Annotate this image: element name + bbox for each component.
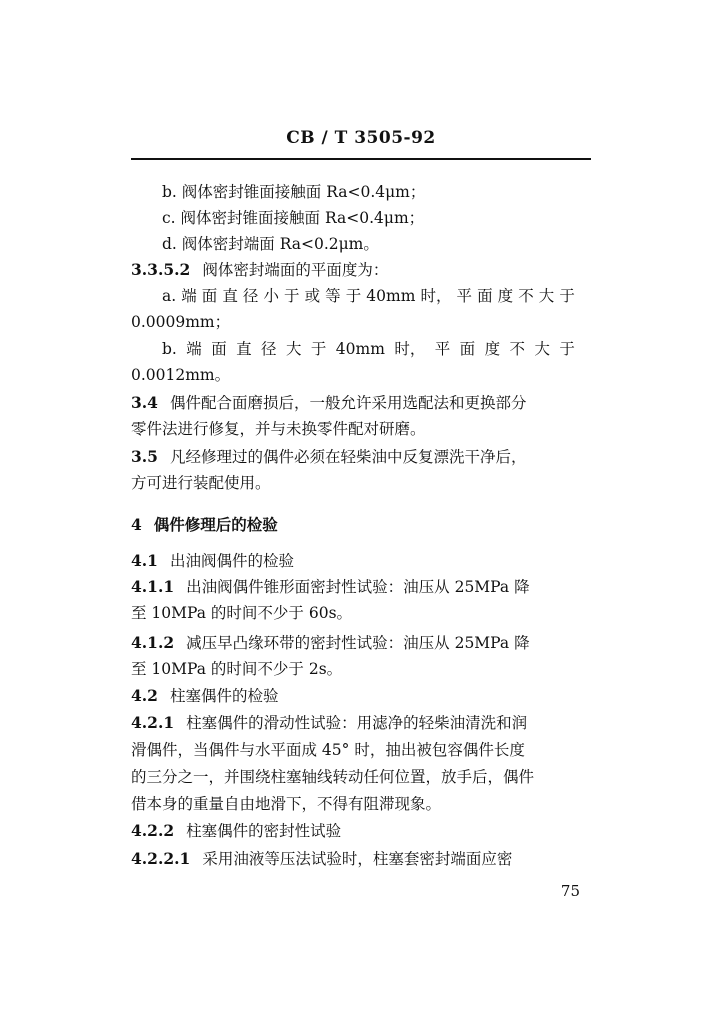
text-token: 于	[345, 287, 362, 305]
clause-text: 出油阀偶件的检验	[169, 552, 294, 570]
text-token: 或	[304, 287, 321, 305]
text-token: 面	[201, 287, 218, 305]
clause-text: 采用油液等压法试验时，柱塞套密封端面应密	[202, 850, 513, 868]
page-number: 75	[560, 882, 580, 900]
clause-text: 凡经修理过的偶件必须在轻柴油中反复漂洗干净后，	[169, 448, 527, 466]
section-title: 偶件修理后的检验	[153, 515, 278, 534]
text-token: 于	[559, 287, 575, 305]
clause-4-2-2	[0, 818, 725, 844]
text-token: 不	[509, 340, 526, 358]
text-line-a-flatness	[162, 283, 575, 309]
section-4-heading	[0, 512, 725, 538]
section-number: 4	[131, 515, 142, 534]
text-token: a.	[162, 287, 177, 305]
clause-number: 4.2.1	[131, 713, 175, 732]
clause-4-1-2	[0, 630, 725, 656]
clause-number: 4.2.2.1	[131, 849, 191, 868]
clause-text: 柱塞偶件的检验	[169, 687, 279, 705]
text-token: 时，	[394, 340, 426, 358]
clause-number: 3.4	[131, 393, 158, 412]
text-line-b-cone-roughness: b. 阀体密封锥面接触面 Ra<0.4μm；	[162, 183, 426, 201]
text-line-c-cone-roughness: c. 阀体密封锥面接触面 Ra<0.4μm；	[162, 209, 425, 227]
text-token: 大	[538, 287, 555, 305]
clause-text: 偶件配合面磨损后，一般允许采用选配法和更换部分	[169, 394, 527, 412]
header-rule	[131, 158, 591, 160]
text-token: 面	[211, 340, 227, 358]
document-code-header: CB / T 3505-92	[286, 128, 436, 148]
clause-text: 柱塞偶件的密封性试验	[186, 822, 342, 840]
text-line-continuation: 方可进行装配使用。	[131, 474, 271, 492]
clause-text: 减压早凸缘环带的密封性试验：油压从 25MPa 降	[186, 634, 530, 652]
clause-text: 阀体密封端面的平面度为：	[202, 261, 389, 279]
clause-number: 4.1.2	[131, 633, 175, 652]
text-line-continuation: 零件法进行修复，并与未换零件配对研磨。	[131, 420, 426, 438]
text-token: 小	[263, 287, 279, 305]
text-token: 面	[477, 287, 493, 305]
text-token: 直	[236, 340, 252, 358]
clause-3-4	[0, 390, 725, 416]
text-token: 径	[261, 340, 277, 358]
text-line-continuation: 的三分之一，并围绕柱塞轴线转动任何位置，放手后，偶件	[131, 768, 535, 786]
text-token: 大	[285, 340, 302, 358]
clause-4-1	[0, 548, 725, 574]
clause-4-2	[0, 683, 725, 709]
text-token: 径	[242, 287, 259, 305]
clause-4-1-1	[0, 574, 725, 600]
text-line-continuation: 滑偶件，当偶件与水平面成 45° 时，抽出被包容偶件长度	[131, 741, 525, 759]
text-line-continuation: 0.0012mm。	[131, 366, 231, 384]
text-line-continuation: 0.0009mm；	[131, 313, 231, 331]
text-token: 时，	[420, 287, 452, 305]
clause-3-5	[0, 444, 725, 470]
text-line-continuation: 借本身的重量自由地滑下，不得有阻滞现象。	[131, 795, 442, 813]
clause-number: 4.2.2	[131, 821, 175, 840]
text-token: 平	[434, 340, 451, 358]
text-line-b-flatness	[162, 336, 575, 362]
clause-number: 3.5	[131, 447, 158, 466]
text-line-continuation: 至 10MPa 的时间不少于 60s。	[131, 604, 353, 622]
clause-number: 4.2	[131, 686, 158, 705]
text-token: 于	[284, 287, 300, 305]
text-token: 40mm	[335, 340, 385, 358]
text-token: 面	[459, 340, 476, 358]
clause-3-3-5-2	[0, 257, 725, 283]
text-token: 度	[497, 287, 514, 305]
text-token: 等	[325, 287, 341, 305]
text-line-continuation: 至 10MPa 的时间不少于 2s。	[131, 660, 343, 678]
clause-number: 3.3.5.2	[131, 260, 191, 279]
text-token: 40mm	[366, 287, 416, 305]
text-token: 度	[484, 340, 501, 358]
clause-number: 4.1	[131, 551, 158, 570]
clause-4-2-2-1	[0, 846, 725, 872]
text-token: 端	[186, 340, 202, 358]
text-token: 大	[534, 340, 550, 358]
clause-text: 柱塞偶件的滑动性试验：用滤净的轻柴油清洗和润	[186, 714, 528, 732]
text-token: 不	[518, 287, 534, 305]
clause-number: 4.1.1	[131, 577, 175, 596]
text-token: 直	[222, 287, 238, 305]
clause-text: 出油阀偶件锥形面密封性试验：油压从 25MPa 降	[186, 578, 530, 596]
text-token: 平	[456, 287, 473, 305]
clause-4-2-1	[0, 710, 725, 736]
text-token: 于	[310, 340, 327, 358]
text-token: 端	[181, 287, 197, 305]
text-token: b.	[162, 340, 177, 358]
text-token: 于	[559, 340, 575, 358]
text-line-d-end-roughness: d. 阀体密封端面 Ra<0.2μm。	[162, 235, 379, 253]
